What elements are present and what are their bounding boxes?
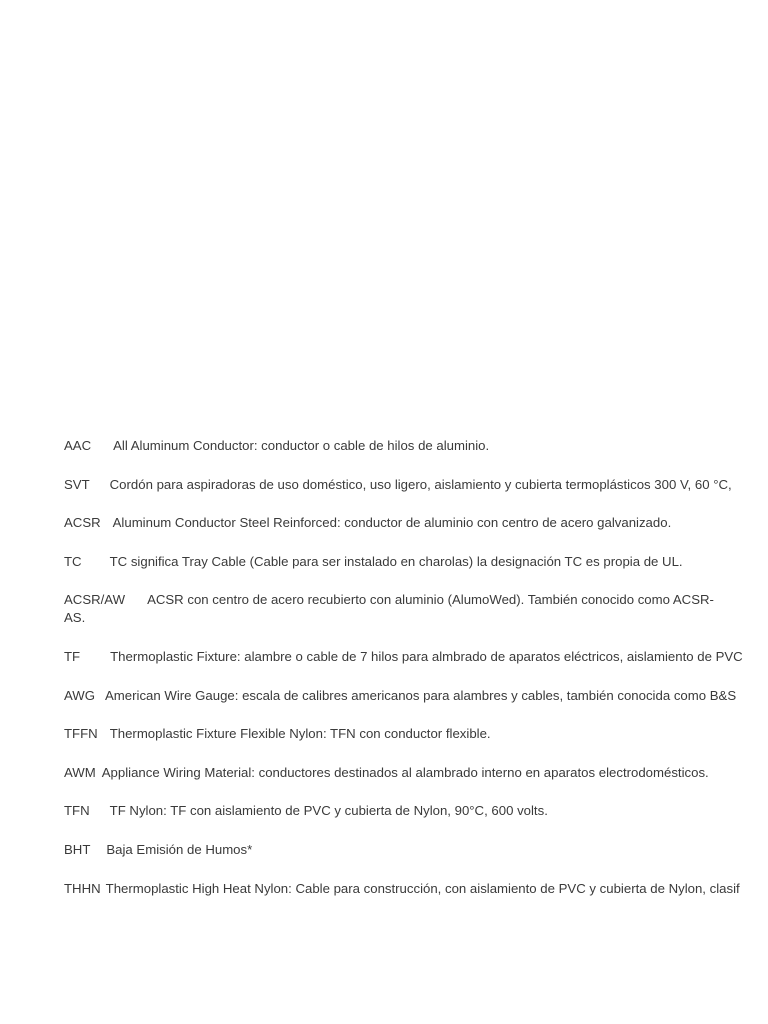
glossary-entry	[64, 514, 768, 532]
glossary-entry	[64, 553, 768, 571]
glossary-entry	[64, 841, 768, 859]
glossary-entry	[64, 880, 768, 898]
glossary-term: AAC	[64, 438, 92, 453]
glossary-entry	[64, 764, 768, 782]
glossary-term: TFFN	[64, 726, 98, 742]
glossary-term: AWG	[64, 687, 96, 703]
glossary-definition: American Wire Gauge: escala de calibres americanos para alambres y cables, también conocida como B&S	[105, 687, 737, 703]
glossary-term: ACSR	[64, 515, 101, 531]
glossary-definition: TC significa Tray Cable (Cable para ser instalado en charolas) la designación TC es propia de UL.	[109, 553, 683, 569]
glossary-definition: Appliance Wiring Material: conductores destinados al alambrado interno en aparatos electrodomésticos.	[101, 764, 709, 780]
glossary-entry	[64, 802, 768, 820]
glossary-entry	[64, 725, 768, 743]
glossary-list	[64, 437, 768, 918]
glossary-definition: Aluminum Conductor Steel Reinforced: conductor de aluminio con centro de acero galvanizado.	[112, 515, 672, 531]
glossary-term: TC	[64, 553, 82, 569]
glossary-definition: Thermoplastic High Heat Nylon: Cable para construcción, con aislamiento de PVC y cubierta de Nylon, clasif	[105, 880, 740, 896]
glossary-definition: TF Nylon: TF con aislamiento de PVC y cubierta de Nylon, 90°C, 600 volts.	[109, 803, 548, 819]
glossary-term: AWM	[64, 764, 96, 780]
glossary-entry	[64, 687, 768, 705]
glossary-term: ACSR/AW	[64, 592, 126, 608]
glossary-term: THHN	[64, 880, 101, 896]
glossary-entry	[64, 591, 714, 627]
glossary-definition: All Aluminum Conductor: conductor o cable de hilos de aluminio.	[113, 438, 490, 453]
glossary-definition: Baja Emisión de Humos*	[106, 841, 253, 857]
glossary-definition: Thermoplastic Fixture Flexible Nylon: TFN con conductor flexible.	[109, 726, 491, 742]
glossary-definition: Thermoplastic Fixture: alambre o cable de 7 hilos para almbrado de aparatos eléctricos, aislamiento de PVC	[110, 648, 743, 664]
glossary-term: TF	[64, 648, 81, 664]
glossary-entry	[64, 476, 768, 494]
glossary-term: TFN	[64, 803, 90, 819]
glossary-entry	[64, 648, 768, 666]
glossary-definition: ACSR con centro de acero recubierto con aluminio (AlumoWed). También conocido como ACSR-AS.	[64, 592, 714, 626]
glossary-entry	[64, 437, 768, 455]
glossary-term: SVT	[64, 476, 90, 492]
glossary-term: BHT	[64, 841, 91, 857]
glossary-definition: Cordón para aspiradoras de uso doméstico, uso ligero, aislamiento y cubierta termoplásticos 300 V, 60 °C,	[109, 476, 732, 492]
